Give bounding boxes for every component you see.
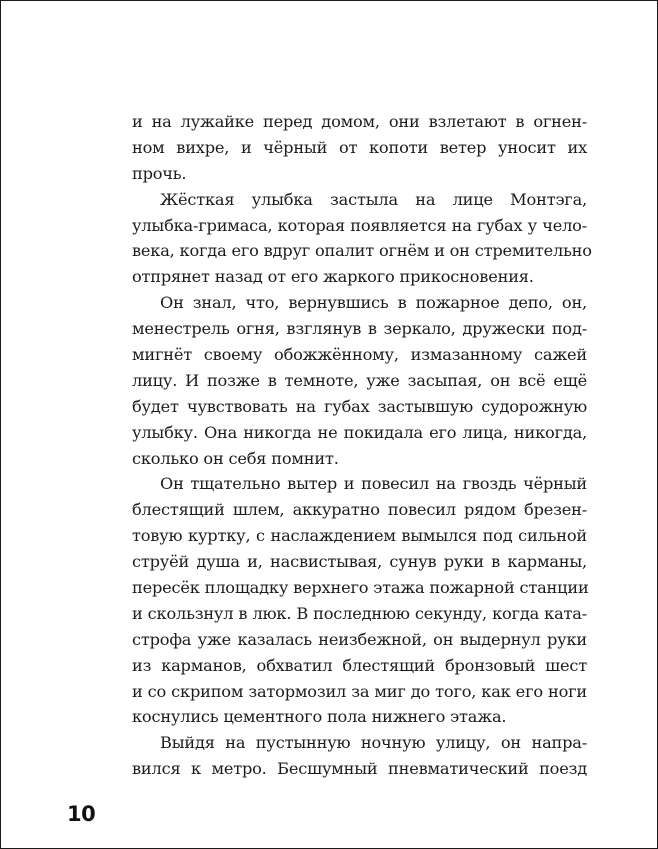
text-line: прочь.: [132, 163, 187, 183]
text-line: мигнёт своему обожжённому, измазанному сажей: [132, 345, 587, 365]
text-line: сколько он себя помнит.: [132, 448, 339, 468]
text-line: и со скрипом затормозил за миг до того, как его ноги: [132, 681, 587, 701]
text-line: отпрянет назад от его жаркого прикосновения.: [132, 267, 534, 287]
text-line: ном вихре, и чёрный от копоти ветер уносит их: [132, 137, 587, 157]
text-line: коснулись цементного пола нижнего этажа.: [132, 707, 507, 727]
text-line: Жёсткая улыбка застыла на лице Монтэга,: [160, 189, 587, 209]
text-line: и скользнул в люк. В последнюю секунду, когда ката-: [132, 603, 587, 623]
text-line: Он знал, что, вернувшись в пожарное депо, он,: [160, 293, 587, 313]
text-line: улыбка-гримаса, которая появляется на губах у чело-: [132, 215, 587, 235]
page-number: 10: [67, 802, 96, 826]
text-line: блестящий шлем, аккуратно повесил рядом брезен-: [132, 500, 587, 520]
text-line: Он тщательно вытер и повесил на гвоздь чёрный: [160, 474, 587, 494]
text-line: из карманов, обхватил блестящий бронзовый шест: [132, 655, 587, 675]
paragraph: [132, 471, 587, 730]
text-line: улыбку. Она никогда не покидала его лица, никогда,: [132, 422, 587, 442]
paragraph: [132, 730, 587, 782]
text-line: товую куртку, с наслаждением вымылся под сильной: [132, 526, 587, 546]
body-text: [132, 109, 592, 782]
text-line: строфа уже казалась неизбежной, он выдернул руки: [132, 629, 587, 649]
paragraph: [132, 290, 587, 471]
text-line: менестрель огня, взглянув в зеркало, дружески под-: [132, 319, 587, 339]
paragraph: [132, 187, 592, 291]
text-line: будет чувствовать на губах застывшую судорожную: [132, 396, 587, 416]
text-line: струёй душа и, насвистывая, сунув руки в карманы,: [132, 552, 587, 572]
text-line: вился к метро. Бесшумный пневматический поезд: [132, 759, 587, 779]
text-line: и на лужайке перед домом, они взлетают в огнен-: [132, 112, 587, 131]
text-line: Выйдя на пустынную ночную улицу, он напра-: [160, 733, 587, 753]
text-line: века, когда его вдруг опалит огнём и он стремительно: [132, 241, 592, 261]
text-line: лицу. И позже в темноте, уже засыпая, он всё ещё: [132, 370, 587, 390]
text-line: пересёк площадку верхнего этажа пожарной станции: [132, 578, 589, 598]
paragraph: [132, 109, 587, 187]
